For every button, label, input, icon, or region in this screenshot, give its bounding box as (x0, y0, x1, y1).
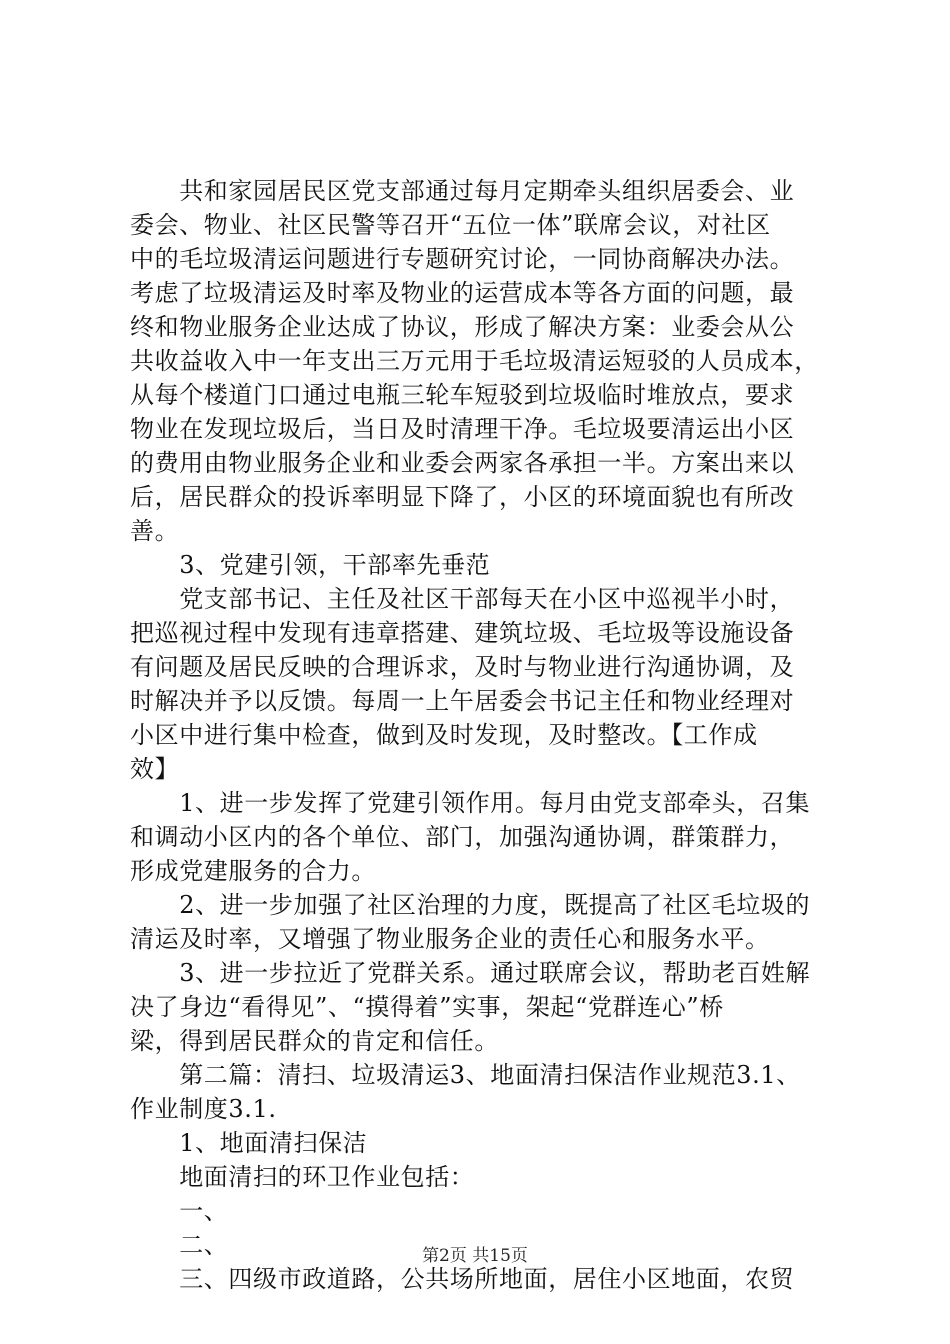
text-line: 考虑了垃圾清运及时率及物业的运营成本等各方面的问题，最 (130, 279, 795, 307)
text-line: 把巡视过程中发现有违章搭建、建筑垃圾、毛垃圾等设施设备 (130, 619, 795, 647)
text-line: 从每个楼道门口通过电瓶三轮车短驳到垃圾临时堆放点，要求 (130, 381, 795, 409)
text-line: 时解决并予以反馈。每周一上午居委会书记主任和物业经理对 (130, 687, 795, 715)
text-line: 清运及时率，又增强了物业服务企业的责任心和服务水平。 (130, 925, 770, 953)
text-line: 作业制度3.1. (130, 1095, 277, 1123)
text-line: 3、进一步拉近了党群关系。通过联席会议，帮助老百姓解 (130, 959, 811, 987)
text-line: 中的毛垃圾清运问题进行专题研究讨论，一同协商解决办法。 (130, 245, 795, 273)
text-line: 小区中进行集中检查，做到及时发现，及时整改。【工作成 (130, 721, 758, 749)
text-line: 终和物业服务企业达成了协议，形成了解决方案：业委会从公 (130, 313, 795, 341)
text-line: 第二篇：清扫、垃圾清运3、地面清扫保洁作业规范3.1、 (130, 1061, 801, 1089)
text-line: 和调动小区内的各个单位、部门，加强沟通协调，群策群力， (130, 823, 795, 851)
text-line: 党支部书记、主任及社区干部每天在小区中巡视半小时， (130, 585, 795, 613)
text-line: 善。 (130, 517, 180, 545)
text-line: 一、 (130, 1197, 229, 1225)
text-line: 2、进一步加强了社区治理的力度，既提高了社区毛垃圾的 (130, 891, 811, 919)
text-line: 效】 (130, 755, 180, 783)
text-line: 共和家园居民区党支部通过每月定期牵头组织居委会、业 (130, 177, 795, 205)
page-number-footer: 第2页 共15页 (422, 1246, 528, 1266)
text-line: 二、 (130, 1231, 229, 1259)
text-line: 委会、物业、社区民警等召开“五位一体”联席会议，对社区 (130, 211, 771, 239)
text-line: 物业在发现垃圾后，当日及时清理干净。毛垃圾要清运出小区 (130, 415, 795, 443)
text-line: 1、进一步发挥了党建引领作用。每月由党支部牵头，召集 (130, 789, 811, 817)
text-line: 后，居民群众的投诉率明显下降了，小区的环境面貌也有所改 (130, 483, 795, 511)
text-line: 有问题及居民反映的合理诉求，及时与物业进行沟通协调，及 (130, 653, 795, 681)
text-line: 形成党建服务的合力。 (130, 857, 376, 885)
text-line: 地面清扫的环卫作业包括： (130, 1163, 475, 1191)
text-line: 决了身边“看得见”、“摸得着”实事，架起“党群连心”桥 (130, 993, 724, 1021)
section-heading: 3、党建引领，干部率先垂范 (130, 551, 491, 579)
text-line: 共收益收入中一年支出三万元用于毛垃圾清运短驳的人员成本， (130, 347, 819, 375)
text-line: 的费用由物业服务企业和业委会两家各承担一半。方案出来以 (130, 449, 795, 477)
text-line: 梁，得到居民群众的肯定和信任。 (130, 1027, 499, 1055)
text-line: 三、四级市政道路，公共场所地面，居住小区地面，农贸 (130, 1265, 795, 1293)
text-line: 1、地面清扫保洁 (130, 1129, 368, 1157)
